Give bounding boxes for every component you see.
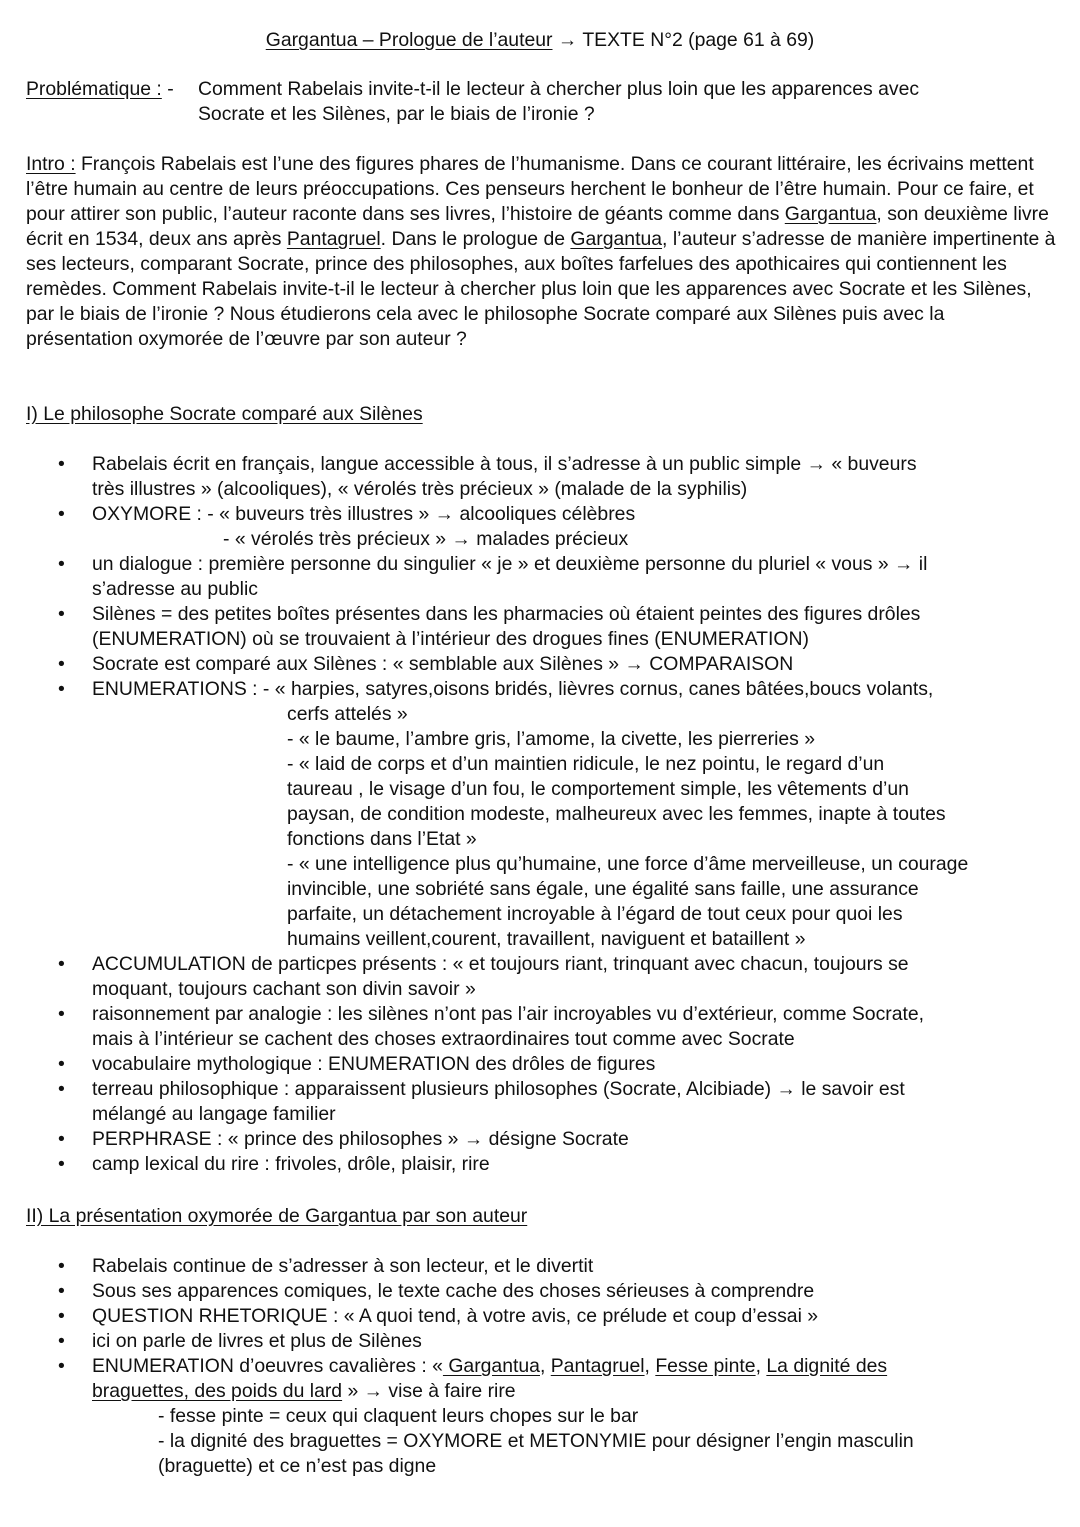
work-pantagruel: Pantagruel xyxy=(550,1355,645,1377)
enum-line: humains veillent,courent, travaillent, naviguent et bataillent » xyxy=(287,928,806,950)
enum-lead: ENUMERATION d’oeuvres cavalières : « xyxy=(92,1355,443,1377)
intro-pantagruel: Pantagruel xyxy=(286,228,381,250)
section-2-list xyxy=(0,1254,1060,1479)
list-item xyxy=(0,1254,1060,1279)
item-line: • Rabelais continue de s’adresser à son lecteur, et le divertit xyxy=(92,1255,594,1277)
list-item xyxy=(0,452,1060,502)
item-line: • QUESTION RHETORIQUE : « A quoi tend, à votre avis, ce prélude et coup d’essai » xyxy=(92,1305,819,1327)
problematique-line: Comment Rabelais invite-t-il le lecteur à chercher plus loin que les apparences avec xyxy=(198,78,920,100)
work-gargantua: Gargantua xyxy=(442,1355,540,1377)
item-line xyxy=(92,1354,1060,1379)
intro-text: , son deuxième livre écrit en 1534, deux ans après xyxy=(26,203,1049,250)
problematique-question xyxy=(198,77,1028,127)
list-item xyxy=(0,552,1060,602)
intro-label: Intro : xyxy=(26,153,76,175)
work-dignite: La dignité des xyxy=(766,1355,888,1377)
intro-text: François Rabelais est l’une des figures phares de l’humanisme. Dans ce courant littéraire, les écrivains mettent l’être humain au centre de leurs préoccupations. Ces penseurs herchent le bonheur de l’être humain. Pour ce faire, et pour attirer son public, l’auteur raconte dans ses livres, l’histoire de géants comme dans xyxy=(26,153,1034,225)
list-item xyxy=(0,1152,1060,1177)
list-item xyxy=(0,1304,1060,1329)
enum-tail: » → vise à faire rire xyxy=(342,1380,516,1402)
enum-line: paysan, de condition modeste, malheureux avec les femmes, inapte à toutes xyxy=(287,803,946,825)
list-item-works-enumeration xyxy=(0,1354,1060,1479)
section-1-title: I) Le philosophe Socrate comparé aux Silènes xyxy=(26,403,423,425)
sub-line: - la dignité des braguettes = OXYMORE et METONYMIE pour désigner l’engin masculin xyxy=(158,1430,914,1452)
item-line: • camp lexical du rire : frivoles, drôle, plaisir, rire xyxy=(92,1153,490,1175)
problematique xyxy=(26,77,1056,127)
list-item xyxy=(0,602,1060,652)
enum-line: - « une intelligence plus qu’humaine, une force d’âme merveilleuse, un courage xyxy=(287,853,969,875)
problematique-label-wrap xyxy=(26,77,198,102)
enum-separator: , xyxy=(755,1355,767,1377)
text-reference: → TEXTE N°2 (page 61 à 69) xyxy=(552,29,815,51)
work-fesse-pinte: Fesse pinte xyxy=(655,1355,756,1377)
intro-gargantua: Gargantua xyxy=(570,228,663,250)
problematique-label: Problématique : xyxy=(26,78,162,100)
problematique-dash: - xyxy=(161,78,174,100)
item-line: • terreau philosophique : apparaissent plusieurs philosophes (Socrate, Alcibiade) → le savoir est xyxy=(92,1078,905,1100)
problematique-line: Socrate et les Silènes, par le biais de l’ironie ? xyxy=(198,103,595,125)
enum-line: taureau , le visage d’un fou, le comportement simple, les vêtements d’un xyxy=(287,778,909,800)
list-item xyxy=(0,952,1060,1002)
item-line: • ENUMERATIONS : - « harpies, satyres,oisons bridés, lièvres cornus, canes bâtées,boucs volants, xyxy=(92,678,934,700)
enum-line: - « laid de corps et d’un maintien ridicule, le nez pointu, le regard d’un xyxy=(287,753,885,775)
sub-line: - fesse pinte = ceux qui claquent leurs chopes sur le bar xyxy=(158,1405,639,1427)
list-item xyxy=(0,1279,1060,1304)
item-line: • Socrate est comparé aux Silènes : « semblable aux Silènes » → COMPARAISON xyxy=(92,653,794,675)
enum-separator: , xyxy=(644,1355,656,1377)
item-line: moquant, toujours cachant son divin savoir » xyxy=(92,978,476,1000)
item-line: s’adresse au public xyxy=(92,578,258,600)
item-line: • ici on parle de livres et plus de Silènes xyxy=(92,1330,422,1352)
enum-line: cerfs attelés » xyxy=(287,703,408,725)
item-line: (ENUMERATION) où se trouvaient à l’intérieur des drogues fines (ENUMERATION) xyxy=(92,628,809,650)
work-dignite-cont: braguettes, des poids du lard xyxy=(92,1380,343,1402)
list-item xyxy=(0,1002,1060,1052)
enum-line: fonctions dans l’Etat » xyxy=(287,828,477,850)
sub-line: (braguette) et ce n’est pas digne xyxy=(158,1455,437,1477)
list-item xyxy=(0,1329,1060,1354)
list-item xyxy=(0,1052,1060,1077)
item-line: • raisonnement par analogie : les silènes n’ont pas l’air incroyables vu d’extérieur, comme Socrate, xyxy=(92,1003,925,1025)
enum-separator: , xyxy=(539,1355,551,1377)
item-line: • vocabulaire mythologique : ENUMERATION des drôles de figures xyxy=(92,1053,656,1075)
item-line: • Rabelais écrit en français, langue accessible à tous, il s’adresse à un public simple → « buveurs xyxy=(92,453,917,475)
item-line: • PERPHRASE : « prince des philosophes » → désigne Socrate xyxy=(92,1128,629,1150)
intro-text: , l’auteur s’adresse de manière impertinente à ses lecteurs, comparant Socrate, prince des philosophes, aux boîtes farfelues des apothicaires qui contiennent les remèdes. Comment Rabelais invite-t-il le lecteur à chercher plus loin que les apparences avec Socrate et les Silènes, par le biais de l’ironie ? Nous étudierons cela avec le philosophe Socrate comparé aux Silènes puis avec la présentation oxymorée de l’œuvre par son auteur ? xyxy=(26,228,1056,350)
intro-text: . Dans le prologue de xyxy=(380,228,571,250)
intro-paragraph xyxy=(26,152,1056,352)
enum-line: parfaite, un détachement incroyable à l’égard de tout ceux pour quoi les xyxy=(287,903,903,925)
enum-line: invincible, une sobriété sans égale, une égalité sans faille, une assurance xyxy=(287,878,919,900)
list-item xyxy=(0,502,1060,552)
enum-line: - « le baume, l’ambre gris, l’amome, la civette, les pierreries » xyxy=(287,728,816,750)
item-line xyxy=(92,1379,1060,1404)
list-item-enumerations xyxy=(0,677,1060,952)
item-line: • Silènes = des petites boîtes présentes dans les pharmacies où étaient peintes des figures drôles xyxy=(92,603,921,625)
item-line: • ACCUMULATION de particpes présents : « et toujours riant, trinquant avec chacun, toujours se xyxy=(92,953,909,975)
item-line: • OXYMORE : - « buveurs très illustres » → alcooliques célèbres xyxy=(92,503,636,525)
list-item xyxy=(0,652,1060,677)
list-item xyxy=(0,1077,1060,1127)
section-1-list xyxy=(0,452,1060,1177)
intro-gargantua: Gargantua xyxy=(784,203,877,225)
page-title xyxy=(0,28,1080,53)
section-2-title: II) La présentation oxymorée de Gargantua par son auteur xyxy=(26,1205,528,1227)
item-line: mais à l’intérieur se cachent des choses extraordinaires tout comme avec Socrate xyxy=(92,1028,795,1050)
item-line: très illustres » (alcooliques), « vérolés très précieux » (malade de la syphilis) xyxy=(92,478,748,500)
item-line: • un dialogue : première personne du singulier « je » et deuxième personne du pluriel « vous » → il xyxy=(92,553,928,575)
item-line: - « vérolés très précieux » → malades précieux xyxy=(223,528,629,550)
list-item xyxy=(0,1127,1060,1152)
item-line: • Sous ses apparences comiques, le texte cache des choses sérieuses à comprendre xyxy=(92,1280,815,1302)
work-title: Gargantua – Prologue de l’auteur xyxy=(265,29,553,51)
item-line: mélangé au langage familier xyxy=(92,1103,336,1125)
